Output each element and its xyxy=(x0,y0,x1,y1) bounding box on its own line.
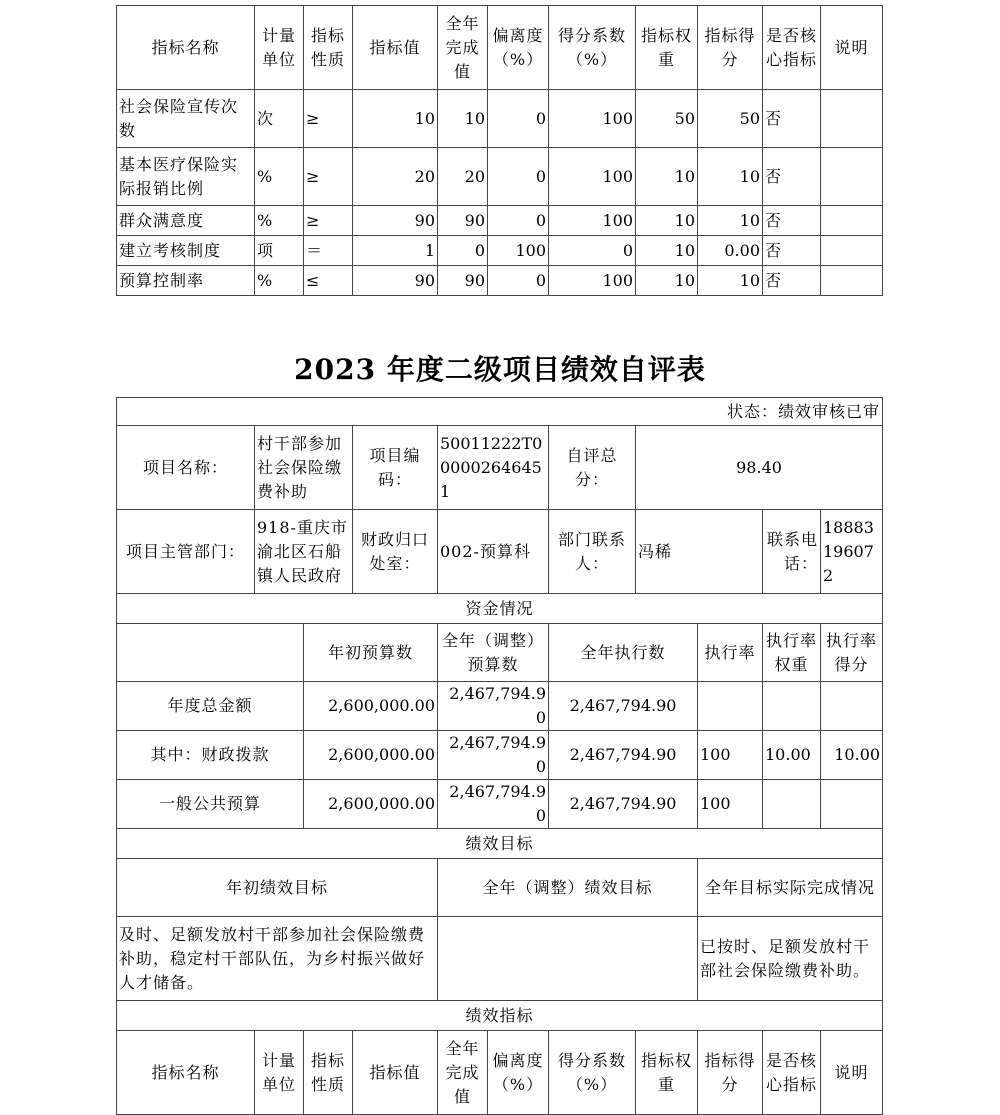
page-title: 2023 年度二级项目绩效自评表 xyxy=(294,353,706,386)
header-cell: 计量单位 xyxy=(255,1031,304,1115)
funds-executed: 2,467,794.90 xyxy=(549,682,698,731)
header-cell: 全年完成值 xyxy=(438,1031,488,1115)
indicator-name: 群众满意度 xyxy=(117,206,255,236)
indicator-unit: % xyxy=(255,266,304,296)
indicator-core: 否 xyxy=(763,266,821,296)
funds-score xyxy=(821,682,883,731)
header-cell: 指标名称 xyxy=(117,6,255,90)
indicator-nature: ≤ xyxy=(304,266,353,296)
indicator-coef: 0 xyxy=(549,236,636,266)
header-cell: 指标性质 xyxy=(304,6,353,90)
indicator-deviation: 0 xyxy=(488,90,549,148)
indicator-coef: 100 xyxy=(549,266,636,296)
funds-row-label: 其中：财政拨款 xyxy=(117,731,304,780)
phone-label: 联系电话： xyxy=(763,510,821,594)
funds-header-cell xyxy=(117,624,304,682)
dept-row xyxy=(117,510,883,594)
indicator-coef: 100 xyxy=(549,206,636,236)
funds-header-cell: 执行率 xyxy=(698,624,763,682)
goals-header-adjusted: 全年（调整）绩效目标 xyxy=(438,859,698,917)
indicator-weight: 50 xyxy=(636,90,698,148)
indicator-value: 10 xyxy=(353,90,438,148)
funds-executed: 2,467,794.90 xyxy=(549,731,698,780)
goals-header-actual: 全年目标实际完成情况 xyxy=(698,859,883,917)
indicator-note xyxy=(821,266,883,296)
funds-weight xyxy=(763,780,821,829)
header-cell: 全年完成值 xyxy=(438,6,488,90)
table-row xyxy=(117,206,883,236)
funds-initial: 2,600,000.00 xyxy=(304,780,438,829)
indicator-unit: % xyxy=(255,148,304,206)
indicator-name: 基本医疗保险实际报销比例 xyxy=(117,148,255,206)
funds-header-cell: 全年（调整）预算数 xyxy=(438,624,549,682)
indicator-header-row xyxy=(117,6,883,90)
header-cell: 偏离度（%） xyxy=(488,6,549,90)
indicator-actual: 20 xyxy=(438,148,488,206)
header-cell: 说明 xyxy=(821,1031,883,1115)
indicator-weight: 10 xyxy=(636,148,698,206)
indicator-table-continued xyxy=(116,5,883,296)
header-cell: 指标权重 xyxy=(636,6,698,90)
indicator-score: 10 xyxy=(698,266,763,296)
office-name: 002-预算科 xyxy=(438,510,549,594)
funds-header-cell: 执行率得分 xyxy=(821,624,883,682)
funds-score xyxy=(821,780,883,829)
indicator-nature: ＝ xyxy=(304,236,353,266)
funds-initial: 2,600,000.00 xyxy=(304,731,438,780)
indicator-nature: ≥ xyxy=(304,206,353,236)
funds-executed: 2,467,794.90 xyxy=(549,780,698,829)
funds-rate xyxy=(698,682,763,731)
indicator-name: 建立考核制度 xyxy=(117,236,255,266)
indicator-weight: 10 xyxy=(636,206,698,236)
indicator-nature: ≥ xyxy=(304,148,353,206)
funds-score: 10.00 xyxy=(821,731,883,780)
goals-initial: 及时、足额发放村干部参加社会保险缴费补助，稳定村干部队伍，为乡村振兴做好人才储备。 xyxy=(117,917,438,1001)
header-cell: 说明 xyxy=(821,6,883,90)
indicator-score: 10 xyxy=(698,148,763,206)
funds-rate: 100 xyxy=(698,731,763,780)
indicator-value: 90 xyxy=(353,206,438,236)
funds-row-label: 年度总金额 xyxy=(117,682,304,731)
indicator-deviation: 0 xyxy=(488,266,549,296)
funds-section-row xyxy=(117,594,883,624)
indicator-name: 社会保险宣传次数 xyxy=(117,90,255,148)
funds-header-row xyxy=(117,624,883,682)
indicator-deviation: 0 xyxy=(488,148,549,206)
indicator-core: 否 xyxy=(763,148,821,206)
indicator-note xyxy=(821,236,883,266)
indicator-actual: 90 xyxy=(438,266,488,296)
indicator-value: 90 xyxy=(353,266,438,296)
indicator-weight: 10 xyxy=(636,236,698,266)
contact-name: 冯稀 xyxy=(636,510,763,594)
header-cell: 得分系数（%） xyxy=(549,6,636,90)
header-cell: 指标名称 xyxy=(117,1031,255,1115)
indicator-core: 否 xyxy=(763,90,821,148)
header-cell: 是否核心指标 xyxy=(763,6,821,90)
project-name-label: 项目名称： xyxy=(117,426,255,510)
header-cell: 指标得分 xyxy=(698,6,763,90)
table-row xyxy=(117,682,883,731)
indicator-deviation: 100 xyxy=(488,236,549,266)
funds-adjusted: 2,467,794.90 xyxy=(438,780,549,829)
indicator-core: 否 xyxy=(763,206,821,236)
indicator-deviation: 0 xyxy=(488,206,549,236)
indicator-header-row xyxy=(117,1031,883,1115)
header-cell: 指标性质 xyxy=(304,1031,353,1115)
indicator-value: 1 xyxy=(353,236,438,266)
indicator-coef: 100 xyxy=(549,90,636,148)
dept-label: 项目主管部门： xyxy=(117,510,255,594)
funds-row-label: 一般公共预算 xyxy=(117,780,304,829)
goals-adjusted xyxy=(438,917,698,1001)
header-cell: 指标得分 xyxy=(698,1031,763,1115)
funds-header-cell: 执行率权重 xyxy=(763,624,821,682)
goals-actual: 已按时、足额发放村干部社会保险缴费补助。 xyxy=(698,917,883,1001)
project-code: 50011222T000002646451 xyxy=(438,426,549,510)
indicator-name: 预算控制率 xyxy=(117,266,255,296)
header-cell: 偏离度（%） xyxy=(488,1031,549,1115)
funds-weight: 10.00 xyxy=(763,731,821,780)
goals-section-title: 绩效目标 xyxy=(117,829,883,859)
phone-number: 18883196072 xyxy=(821,510,883,594)
funds-rate: 100 xyxy=(698,780,763,829)
header-cell: 指标值 xyxy=(353,6,438,90)
indicator-core: 否 xyxy=(763,236,821,266)
status-text: 状态：绩效审核已审 xyxy=(117,398,883,426)
funds-header-cell: 全年执行数 xyxy=(549,624,698,682)
indicator-weight: 10 xyxy=(636,266,698,296)
dept-name: 918-重庆市渝北区石船镇人民政府 xyxy=(255,510,353,594)
goals-content-row xyxy=(117,917,883,1001)
indicator-nature: ≥ xyxy=(304,90,353,148)
funds-initial: 2,600,000.00 xyxy=(304,682,438,731)
funds-adjusted: 2,467,794.90 xyxy=(438,682,549,731)
office-label: 财政归口处室： xyxy=(353,510,438,594)
indicators-section-title: 绩效指标 xyxy=(117,1001,883,1031)
indicator-actual: 10 xyxy=(438,90,488,148)
table-row xyxy=(117,90,883,148)
evaluation-table xyxy=(116,397,883,1115)
header-cell: 指标值 xyxy=(353,1031,438,1115)
indicator-unit: % xyxy=(255,206,304,236)
header-cell: 指标权重 xyxy=(636,1031,698,1115)
indicator-score: 50 xyxy=(698,90,763,148)
project-row xyxy=(117,426,883,510)
funds-adjusted: 2,467,794.90 xyxy=(438,731,549,780)
indicator-actual: 90 xyxy=(438,206,488,236)
table-row xyxy=(117,780,883,829)
self-score: 98.40 xyxy=(636,426,883,510)
indicator-unit: 次 xyxy=(255,90,304,148)
funds-section-title: 资金情况 xyxy=(117,594,883,624)
goals-header-row xyxy=(117,859,883,917)
goals-header-initial: 年初绩效目标 xyxy=(117,859,438,917)
self-score-label: 自评总分： xyxy=(549,426,636,510)
table-row xyxy=(117,148,883,206)
indicator-unit: 项 xyxy=(255,236,304,266)
indicator-note xyxy=(821,148,883,206)
table-row xyxy=(117,731,883,780)
goals-section-row xyxy=(117,829,883,859)
indicator-score: 0.00 xyxy=(698,236,763,266)
table-row xyxy=(117,266,883,296)
indicator-coef: 100 xyxy=(549,148,636,206)
funds-header-cell: 年初预算数 xyxy=(304,624,438,682)
indicator-score: 10 xyxy=(698,206,763,236)
contact-label: 部门联系人： xyxy=(549,510,636,594)
header-cell: 是否核心指标 xyxy=(763,1031,821,1115)
table-row xyxy=(117,236,883,266)
header-cell: 计量单位 xyxy=(255,6,304,90)
indicator-value: 20 xyxy=(353,148,438,206)
indicator-actual: 0 xyxy=(438,236,488,266)
project-code-label: 项目编码： xyxy=(353,426,438,510)
indicator-note xyxy=(821,90,883,148)
status-row xyxy=(117,398,883,426)
project-name: 村干部参加社会保险缴费补助 xyxy=(255,426,353,510)
indicators-section-row xyxy=(117,1001,883,1031)
indicator-note xyxy=(821,206,883,236)
header-cell: 得分系数（%） xyxy=(549,1031,636,1115)
funds-weight xyxy=(763,682,821,731)
